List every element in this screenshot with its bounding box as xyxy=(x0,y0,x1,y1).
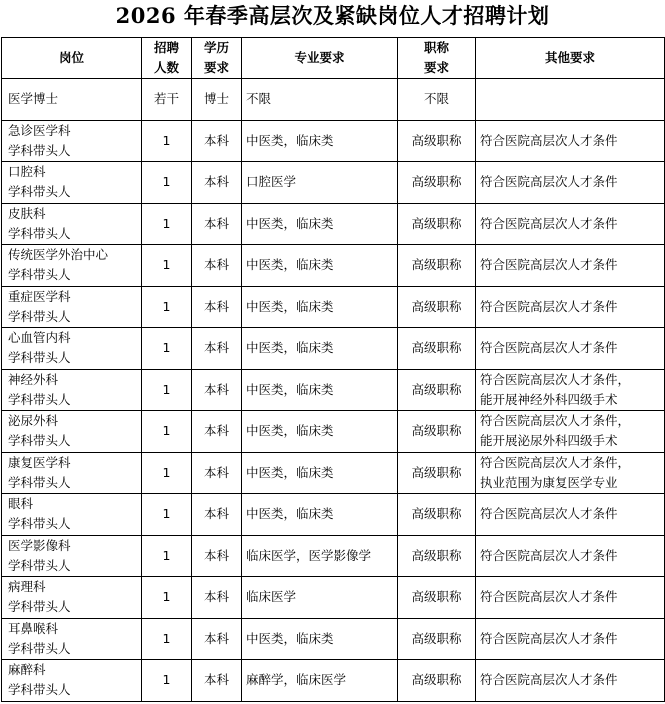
cell-count: 1 xyxy=(142,203,192,245)
cell-major: 中医类，临床类 xyxy=(242,452,398,494)
header-other: 其他要求 xyxy=(476,38,665,79)
cell-position: 康复医学科 学科带头人 xyxy=(2,452,142,494)
cell-count: 1 xyxy=(142,577,192,619)
cell-education: 博士 xyxy=(192,79,242,121)
cell-education: 本科 xyxy=(192,494,242,536)
table-row xyxy=(2,328,665,370)
cell-education: 本科 xyxy=(192,577,242,619)
cell-major: 中医类，临床类 xyxy=(242,203,398,245)
cell-other: 符合医院高层次人才条件， 能开展神经外科四级手术 xyxy=(476,369,665,411)
cell-title: 高级职称 xyxy=(398,618,476,660)
cell-title: 高级职称 xyxy=(398,369,476,411)
cell-major: 中医类，临床类 xyxy=(242,286,398,328)
cell-position: 重症医学科 学科带头人 xyxy=(2,286,142,328)
cell-count: 1 xyxy=(142,494,192,536)
header-count: 招聘 人数 xyxy=(142,38,192,79)
table-row xyxy=(2,494,665,536)
cell-other: 符合医院高层次人才条件 xyxy=(476,494,665,536)
cell-other: 符合医院高层次人才条件 xyxy=(476,245,665,287)
cell-major: 中医类，临床类 xyxy=(242,245,398,287)
cell-title: 高级职称 xyxy=(398,411,476,453)
cell-count: 若干 xyxy=(142,79,192,121)
cell-position: 传统医学外治中心 学科带头人 xyxy=(2,245,142,287)
cell-education: 本科 xyxy=(192,245,242,287)
cell-education: 本科 xyxy=(192,411,242,453)
cell-count: 1 xyxy=(142,328,192,370)
cell-count: 1 xyxy=(142,286,192,328)
cell-education: 本科 xyxy=(192,328,242,370)
header-position: 岗位 xyxy=(2,38,142,79)
table-row xyxy=(2,286,665,328)
cell-position: 麻醉科 学科带头人 xyxy=(2,660,142,702)
cell-position: 皮肤科 学科带头人 xyxy=(2,203,142,245)
cell-education: 本科 xyxy=(192,660,242,702)
header-title: 职称 要求 xyxy=(398,38,476,79)
cell-position: 耳鼻喉科 学科带头人 xyxy=(2,618,142,660)
cell-count: 1 xyxy=(142,245,192,287)
cell-position: 心血管内科 学科带头人 xyxy=(2,328,142,370)
cell-title: 高级职称 xyxy=(398,245,476,287)
cell-major: 不限 xyxy=(242,79,398,121)
cell-title: 高级职称 xyxy=(398,286,476,328)
cell-position: 眼科 学科带头人 xyxy=(2,494,142,536)
table-row xyxy=(2,660,665,702)
cell-count: 1 xyxy=(142,369,192,411)
cell-major: 临床医学 xyxy=(242,577,398,619)
cell-other: 符合医院高层次人才条件 xyxy=(476,162,665,204)
cell-title: 高级职称 xyxy=(398,577,476,619)
cell-education: 本科 xyxy=(192,286,242,328)
cell-position: 神经外科 学科带头人 xyxy=(2,369,142,411)
cell-education: 本科 xyxy=(192,162,242,204)
cell-other: 符合医院高层次人才条件， 执业范围为康复医学专业 xyxy=(476,452,665,494)
cell-education: 本科 xyxy=(192,120,242,162)
cell-other: 符合医院高层次人才条件 xyxy=(476,203,665,245)
cell-title: 高级职称 xyxy=(398,660,476,702)
cell-count: 1 xyxy=(142,660,192,702)
cell-education: 本科 xyxy=(192,618,242,660)
cell-position: 泌尿外科 学科带头人 xyxy=(2,411,142,453)
cell-position: 急诊医学科 学科带头人 xyxy=(2,120,142,162)
cell-position: 病理科 学科带头人 xyxy=(2,577,142,619)
cell-count: 1 xyxy=(142,618,192,660)
cell-count: 1 xyxy=(142,535,192,577)
cell-other: 符合医院高层次人才条件 xyxy=(476,618,665,660)
cell-education: 本科 xyxy=(192,535,242,577)
cell-title: 不限 xyxy=(398,79,476,121)
cell-other xyxy=(476,79,665,121)
cell-position: 口腔科 学科带头人 xyxy=(2,162,142,204)
table-row xyxy=(2,245,665,287)
cell-major: 中医类，临床类 xyxy=(242,411,398,453)
cell-major: 中医类，临床类 xyxy=(242,618,398,660)
cell-major: 中医类，临床类 xyxy=(242,494,398,536)
table-row xyxy=(2,452,665,494)
cell-education: 本科 xyxy=(192,203,242,245)
cell-major: 中医类，临床类 xyxy=(242,120,398,162)
page-title: 2026 年春季高层次及紧缺岗位人才招聘计划 xyxy=(115,3,550,28)
cell-other: 符合医院高层次人才条件 xyxy=(476,660,665,702)
cell-major: 麻醉学，临床医学 xyxy=(242,660,398,702)
cell-count: 1 xyxy=(142,411,192,453)
cell-title: 高级职称 xyxy=(398,120,476,162)
cell-other: 符合医院高层次人才条件 xyxy=(476,577,665,619)
recruitment-table xyxy=(1,37,665,702)
cell-other: 符合医院高层次人才条件， 能开展泌尿外科四级手术 xyxy=(476,411,665,453)
cell-education: 本科 xyxy=(192,452,242,494)
cell-title: 高级职称 xyxy=(398,452,476,494)
table-row xyxy=(2,203,665,245)
table-row xyxy=(2,162,665,204)
table-row xyxy=(2,120,665,162)
cell-other: 符合医院高层次人才条件 xyxy=(476,120,665,162)
table-row xyxy=(2,79,665,121)
cell-position: 医学博士 xyxy=(2,79,142,121)
cell-other: 符合医院高层次人才条件 xyxy=(476,535,665,577)
cell-major: 中医类，临床类 xyxy=(242,369,398,411)
cell-title: 高级职称 xyxy=(398,162,476,204)
header-major: 专业要求 xyxy=(242,38,398,79)
cell-count: 1 xyxy=(142,452,192,494)
table-row xyxy=(2,411,665,453)
header-education: 学历 要求 xyxy=(192,38,242,79)
cell-count: 1 xyxy=(142,120,192,162)
table-row xyxy=(2,369,665,411)
cell-other: 符合医院高层次人才条件 xyxy=(476,286,665,328)
cell-title: 高级职称 xyxy=(398,328,476,370)
cell-major: 临床医学，医学影像学 xyxy=(242,535,398,577)
table-header-row xyxy=(2,38,665,79)
cell-education: 本科 xyxy=(192,369,242,411)
cell-position: 医学影像科 学科带头人 xyxy=(2,535,142,577)
cell-major: 中医类，临床类 xyxy=(242,328,398,370)
cell-title: 高级职称 xyxy=(398,535,476,577)
table-row xyxy=(2,535,665,577)
cell-count: 1 xyxy=(142,162,192,204)
cell-major: 口腔医学 xyxy=(242,162,398,204)
cell-other: 符合医院高层次人才条件 xyxy=(476,328,665,370)
table-row xyxy=(2,577,665,619)
cell-title: 高级职称 xyxy=(398,203,476,245)
cell-title: 高级职称 xyxy=(398,494,476,536)
table-row xyxy=(2,618,665,660)
